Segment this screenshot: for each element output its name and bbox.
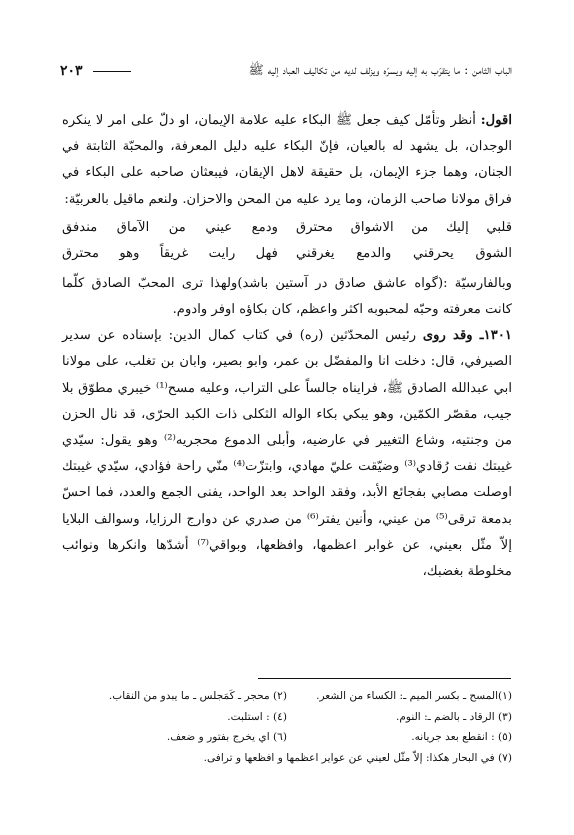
footnote-4: (٤) : استلبت. (227, 710, 287, 723)
header-page-block (60, 63, 141, 79)
paragraph-2 (62, 271, 512, 323)
paragraph-3-text: رئيس المحدّثين (ره) في كتاب كمال الدين: بإسناده عن سدير الصيرفي، قال: دخلت انا والمفضّل بن عمر، وابو بصير، وابان بن تغلب، على مولانا ابي عبدالله الصادق ﷺ، فرايناه جالساً على التراب، وعليه مسح⁽¹⁾ خيبري مطوّق بلا جيب، مقصّر الكمّين، وهو يبكي بكاء الواله الثكلى ذات الكبد الحرّى، قد نال الحزن من وجنتيه، وشاع التغيير في عارضيه، وأبلى الدموع محجريه⁽²⁾ وهو يقول: سيّدي غيبتك نفت رُقادي⁽³⁾ وضيّقت عليّ مهادي، وابتزّت⁽⁴⁾ منّي راحة فؤادي، سيّدي غيبتك اوصلت مصابي بفجائع الأبد، وفقد الواحد بعد الواحد، يفنى الجمع والعدد، فما احسّ بدمعة ترقى⁽⁵⁾ من عيني، وأنين يفتر⁽⁶⁾ من صدري عن دوارج الرزايا، وسوالف البلايا إلاّ مثّل بعيني، عن غوابر اعظمها، وافظعها، وبواقي⁽⁷⁾ أشدّها وانكرها ونوائب مخلوطة بغضبك، (62, 328, 513, 580)
poem-verse-2 (62, 241, 512, 267)
main-text (62, 108, 512, 585)
footnote-1: (١)المسح ـ بكسر الميم ـ: الكساء من الشعر. (316, 690, 512, 702)
paragraph-1-text: أنظر وتأمّل كيف جعل ﷺ البكاء عليه علامة الإيمان، او دلّ على امر لا ينكره الوجدان، بل يشهد له بالعيان، فإنّ البكاء عليه دليل المعرفة، والمحبّة الثابتة في الجنان، وهما جزء الإيمان، بل حقيقة لاهل الإيقان، فيبعثان صاحبه على البكاء في فراق مولانا صاحب الزمان، وما يرد عليه من المحن والاحزان. ولنعم ماقيل بالعربيّة: (62, 113, 512, 207)
footnote-separator (258, 678, 511, 679)
footnote-6: (٦) اي يخرج بفتور و ضعف. (166, 731, 287, 743)
page-number: ٢٠٣ (60, 63, 83, 79)
paragraph-3 (62, 323, 512, 585)
footnote-row-2 (62, 707, 512, 728)
footnote-2: (٢) محجر ـ كَمَجلس ـ ما يبدو من النقاب. (108, 690, 287, 702)
footnote-5: (٥) : انقطع بعد جريانه. (411, 731, 512, 743)
footnote-3: (٣) الرقاد ـ بالضم ـ: النوم. (395, 710, 512, 723)
footnote-row-1 (62, 686, 512, 707)
paragraph-2-text: وبالفارسيّة :(گواه عاشق صادق در آستين باشد)ولهذا ترى المحبّ الصادق كلّما كانت معرفته وحبّه لمحبوبه اكثر واعظم، كان بكاؤه اوفر وادوم. (62, 275, 512, 318)
poem-verse-1-second-hemistich: ودمع عيني من الآماق مندفق (62, 219, 278, 235)
footnote-7: (٧) في البحار هكذا: إلاّ مثّل لعيني عن عواير اعظمها و افظعها و ترافى. (203, 751, 512, 764)
paragraph-1-lead: اقول: (480, 113, 512, 128)
poem-verse-1 (62, 215, 512, 241)
poem-verse-2-first-hemistich: الشوق يحرقني والدمع يغرقني (296, 245, 512, 261)
poem (62, 215, 512, 267)
paragraph-1 (62, 108, 512, 213)
poem-verse-1-first-hemistich: قلبي إليك من الاشواق محترق (296, 219, 512, 235)
header-title: الباب الثامن : ما يتقرّب به إليه ويسرّه ويزلف لديه من تكاليف العباد إليه ﷺ (248, 61, 512, 77)
running-header (60, 60, 512, 82)
hadith-number-lead: ١٣٠١ـ وقد روى (422, 328, 512, 344)
header-rule (93, 71, 131, 72)
footnote-row-3 (62, 727, 512, 748)
footnotes (62, 686, 512, 768)
poem-verse-2-second-hemistich: فهل رايت غريقاً وهو محترق (62, 245, 278, 261)
